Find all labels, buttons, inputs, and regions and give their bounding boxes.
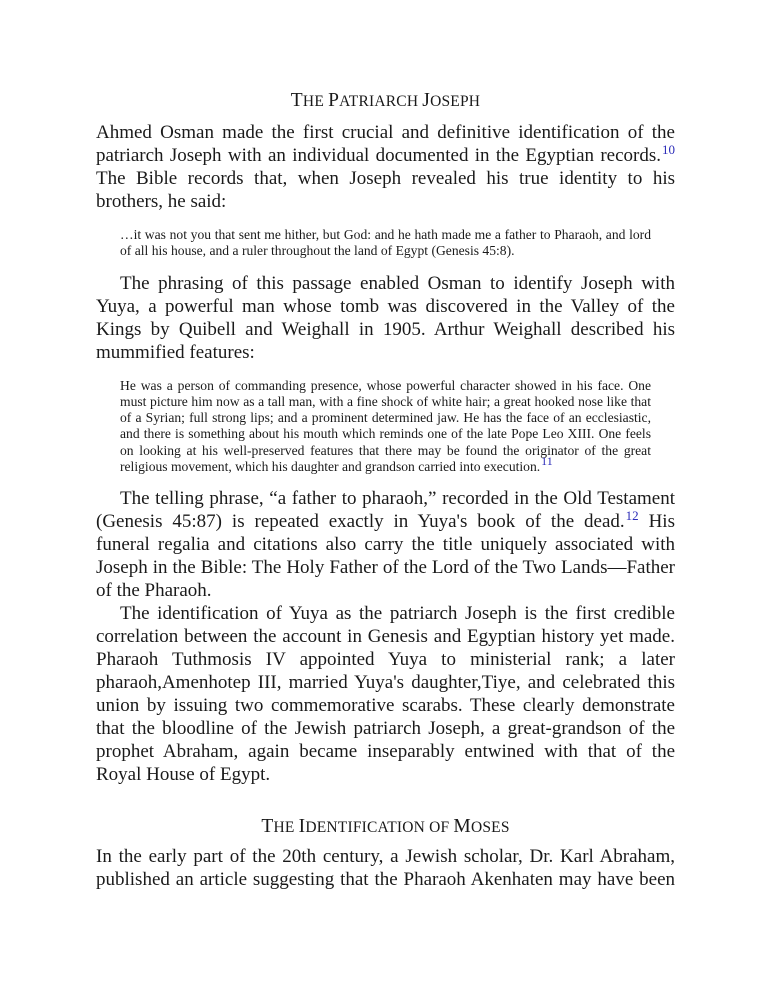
paragraph-osman-identification: Ahmed Osman made the first crucial and definitive identification of the patriarch Joseph with an individual documented in the Egyptian records.$^{10}$ The Bible records that, when Joseph revealed his true identity to his brothers, he said: [96,122,675,212]
footnote-ref-10[interactable]: 10 [662,142,675,157]
paragraph-yuya-tomb: The phrasing of this passage enabled Osman to identify Joseph with Yuya, a powerful man whose tomb was discovered in the Valley of the Kings by Quibell and Weighall in 1905. Arthur Weighall described his mummified features: [96,272,675,363]
document-page [96,88,675,891]
paragraph-karl-abraham: In the early part of the 20th century, a Jewish scholar, Dr. Karl Abraham, published an article suggesting that the Pharaoh Akenhaten may have been [96,846,675,891]
block-quote-genesis: …it was not you that sent me hither, but God: and he hath made me a father to Pharaoh, and lord of all his house, and a ruler throughout the land of Egypt (Genesis 45:8). [120,227,651,259]
footnote-ref-12[interactable]: 12 [625,508,639,524]
section-heading-patriarch-joseph: THE PATRIARCH JOSEPH [290,90,481,111]
paragraph-yuya-identification: The identification of Yuya as the patriarch Joseph is the first credible correlation between the account in Genesis and Egyptian history yet made. Pharaoh Tuthmosis IV appointed Yuya to ministerial rank; a later pharaoh,Amenhotep III, married Yuya's daughter,Tiye, and celebrated this union by issuing two commemorative scarabs. These clearly demonstrate that the bloodline of the Jewish patriarch Joseph, a great-grandson of the prophet Abraham, again became inseparably entwined with that of the Royal House of Egypt. [96,603,675,786]
paragraph-father-to-pharaoh: The telling phrase, “a father to pharaoh,” recorded in the Old Testament (Genesis 45:87) is repeated exactly in Yuya's book of the dead.$^{12}$ His funeral regalia and citations also carry the title uniquely associated with Joseph in the Bible: The Holy Father of the Lord of the Two Lands—Father of the Pharaoh. [96,488,675,602]
section-heading-identification-of-moses: THE IDENTIFICATION OF MOSES [261,816,510,838]
block-quote-weighall: He was a person of commanding presence, whose powerful character showed in his face. One must picture him now as a tall man, with a fine shock of white hair; a great hooked nose like that of a Syrian; full strong lips; and a prominent determined jaw. He has the face of an ecclesiastic, and there is something about his mouth which reminds one of the late Pope Leo XIII. One feels on looking at his well-preserved features that there may be found the originator of the great religious movement, which his daughter and grandson carried into execution.$^{11}$ [120,377,651,475]
footnote-ref-11[interactable]: 11 [541,454,553,469]
